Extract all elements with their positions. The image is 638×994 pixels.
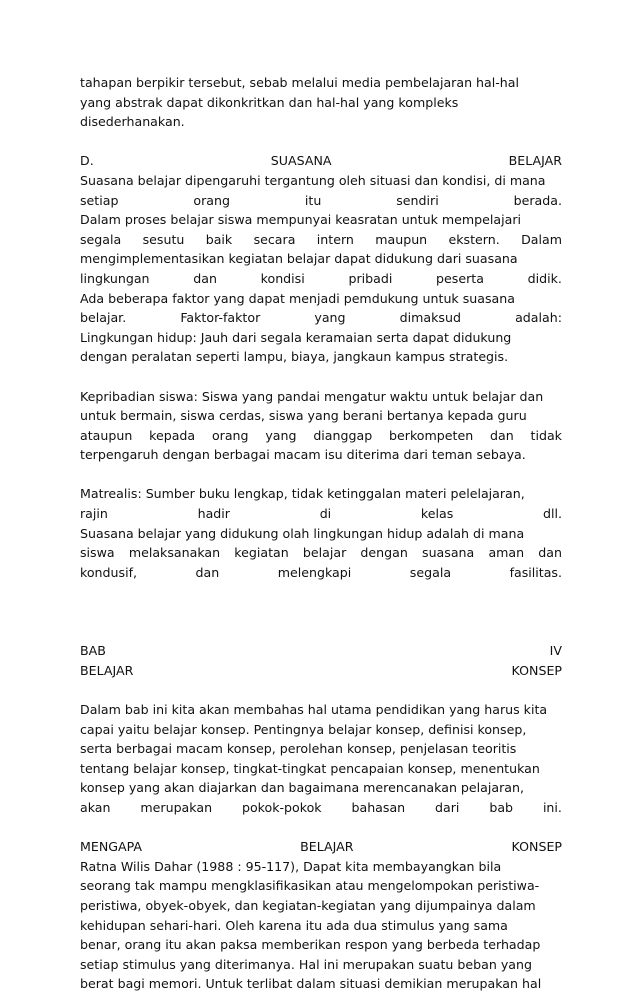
paragraph-kepribadian bbox=[80, 387, 562, 465]
chapter-title-line bbox=[80, 661, 562, 681]
word: kegiatan bbox=[234, 545, 289, 561]
word: bab bbox=[489, 799, 514, 815]
text-line bbox=[80, 269, 562, 289]
word: didik. bbox=[527, 270, 562, 286]
text-line: tentang belajar konsep, tingkat-tingkat pencapaian konsep, menentukan bbox=[80, 760, 540, 776]
paragraph-bab-intro bbox=[80, 700, 562, 818]
word: adalah: bbox=[515, 310, 562, 326]
word: kondisi bbox=[260, 270, 305, 286]
section-heading-mengapa bbox=[80, 837, 562, 857]
heading-word: BELAJAR bbox=[508, 153, 562, 169]
text-line: benar, orang itu akan paksa memberikan respon yang berbeda terhadap bbox=[80, 937, 541, 953]
word: sesutu bbox=[142, 231, 185, 247]
text: tahapan berpikir tersebut, sebab melalui media pembelajaran hal-hal bbox=[80, 75, 519, 90]
word: itu bbox=[304, 192, 322, 208]
word: bahasan bbox=[351, 799, 406, 815]
document-page bbox=[80, 73, 562, 994]
word: lingkungan bbox=[80, 270, 150, 286]
word: siswa bbox=[80, 545, 115, 561]
word: dimaksud bbox=[399, 310, 461, 326]
word: merupakan bbox=[140, 799, 213, 815]
word: segala bbox=[409, 564, 452, 580]
word: secara bbox=[253, 231, 296, 247]
word: pribadi bbox=[348, 270, 393, 286]
heading-word: MENGAPA bbox=[80, 839, 143, 855]
chapter-heading bbox=[80, 641, 562, 680]
text-line: Ratna Wilis Dahar (1988 : 95-117), Dapat kita membayangkan bila bbox=[80, 858, 502, 874]
text-line: Matrealis: Sumber buku lengkap, tidak ketinggalan materi pelelajaran, bbox=[80, 486, 525, 502]
text-line: disederhanakan. bbox=[80, 114, 185, 130]
word: maupun bbox=[375, 231, 428, 247]
text-line bbox=[80, 504, 562, 524]
word: dan bbox=[490, 427, 514, 443]
text-line bbox=[80, 308, 562, 328]
text-line: berat bagi memori. Untuk terlibat dalam situasi demikian merupakan hal bbox=[80, 976, 542, 992]
text-line: Dalam proses belajar siswa mempunyai keasratan untuk mempelajari bbox=[80, 212, 522, 228]
text-line: kehidupan sehari-hari. Oleh karena itu ada dua stimulus yang sama bbox=[80, 917, 508, 933]
word: yang bbox=[314, 310, 346, 326]
word: berkompeten bbox=[389, 427, 474, 443]
text-line: serta berbagai macam konsep, perolehan konsep, penjelasan teoritis bbox=[80, 741, 517, 757]
text: yang abstrak dapat dikonkritkan dan hal-hal yang kompleks bbox=[80, 94, 459, 110]
word: dengan bbox=[360, 545, 408, 561]
text-line: Dalam bab ini kita akan membahas hal utama pendidikan yang harus kita bbox=[80, 702, 548, 717]
text-line: terpengaruh dengan berbagai macam isu diterima dari teman sebaya. bbox=[80, 447, 526, 463]
word: hadir bbox=[197, 506, 230, 522]
word: kelas bbox=[420, 506, 454, 522]
text-line: konsep yang akan diajarkan dan bagaimana merencanakan pelajaran, bbox=[80, 780, 524, 796]
word: ataupun bbox=[80, 427, 133, 443]
heading-word: IV bbox=[549, 643, 562, 659]
text-line: mengimplementasikan kegiatan belajar dapat didukung dari suasana bbox=[80, 251, 518, 267]
text-line: Ada beberapa faktor yang dapat menjadi pemdukung untuk suasana bbox=[80, 290, 515, 306]
word: dianggap bbox=[313, 427, 373, 443]
word: melengkapi bbox=[277, 564, 352, 580]
word: kepada bbox=[149, 427, 196, 443]
heading-word: BAB bbox=[80, 643, 106, 659]
text-line bbox=[80, 543, 562, 563]
paragraph-mengapa bbox=[80, 857, 562, 994]
word: dan bbox=[193, 270, 217, 286]
chapter-number-line bbox=[80, 641, 562, 661]
word: fasilitas. bbox=[509, 564, 562, 580]
section-number: D. bbox=[80, 153, 94, 169]
word: setiap bbox=[80, 192, 119, 208]
heading-word: BELAJAR bbox=[80, 662, 134, 678]
text-line bbox=[80, 73, 562, 93]
word: intern bbox=[316, 231, 354, 247]
word: Dalam bbox=[521, 231, 562, 247]
word: berada. bbox=[513, 192, 562, 208]
word: belajar bbox=[302, 545, 347, 561]
word: pokok-pokok bbox=[241, 799, 322, 815]
word: sendiri bbox=[396, 192, 439, 208]
word: dan bbox=[538, 545, 562, 561]
word: belajar. bbox=[80, 310, 127, 326]
word: dll. bbox=[543, 506, 562, 522]
word: tidak bbox=[530, 427, 562, 443]
word: orang bbox=[193, 192, 230, 208]
word: yang bbox=[265, 427, 297, 443]
heading-word: KONSEP bbox=[511, 662, 562, 678]
text-line: dengan peralatan seperti lampu, biaya, jangkaun kampus strategis. bbox=[80, 349, 509, 365]
word: rajin bbox=[80, 506, 108, 522]
word: ekstern. bbox=[448, 231, 500, 247]
heading-word: BELAJAR bbox=[300, 839, 354, 855]
text-line bbox=[80, 191, 562, 211]
word: aman bbox=[488, 545, 525, 561]
text-line: seorang tak mampu mengklasifikasikan atau mengelompokan peristiwa- bbox=[80, 878, 540, 894]
word: kondusif, bbox=[80, 564, 138, 580]
word: Faktor-faktor bbox=[180, 310, 261, 326]
text-line: peristiwa, obyek-obyek, dan kegiatan-kegiatan yang dijumpainya dalam bbox=[80, 897, 536, 913]
paragraph-suasana bbox=[80, 171, 562, 367]
word: dari bbox=[435, 799, 460, 815]
word: di bbox=[319, 506, 332, 522]
text-line: Lingkungan hidup: Jauh dari segala keramaian serta dapat didukung bbox=[80, 329, 512, 345]
section-heading-d bbox=[80, 151, 562, 171]
heading-word: KONSEP bbox=[511, 839, 562, 855]
word: peserta bbox=[436, 270, 484, 286]
word: orang bbox=[211, 427, 249, 443]
text-line: untuk bermain, siswa cerdas, siswa yang berani bertanya kepada guru bbox=[80, 408, 527, 424]
word: melaksanakan bbox=[128, 545, 221, 561]
text-line bbox=[80, 798, 562, 818]
word: ini. bbox=[542, 799, 562, 815]
word: segala bbox=[80, 231, 122, 247]
text-line bbox=[80, 563, 562, 583]
word: suasana bbox=[422, 545, 475, 561]
text-line: Suasana belajar dipengaruhi tergantung oleh situasi dan kondisi, di mana bbox=[80, 172, 546, 188]
text-line bbox=[80, 426, 562, 446]
word: baik bbox=[205, 231, 233, 247]
word: akan bbox=[80, 799, 111, 815]
paragraph-matrealis bbox=[80, 484, 562, 582]
text-line: capai yaitu belajar konsep. Pentingnya belajar konsep, definisi konsep, bbox=[80, 721, 527, 737]
text-line bbox=[80, 93, 562, 113]
paragraph-intro bbox=[80, 73, 562, 132]
heading-word: SUASANA bbox=[270, 153, 332, 169]
text-line: Suasana belajar yang didukung olah lingkungan hidup adalah di mana bbox=[80, 525, 525, 541]
text-line: setiap stimulus yang diterimanya. Hal ini merupakan suatu beban yang bbox=[80, 956, 533, 972]
word: dan bbox=[195, 564, 220, 580]
text-line: Kepribadian siswa: Siswa yang pandai mengatur waktu untuk belajar dan bbox=[80, 388, 544, 404]
text-line bbox=[80, 230, 562, 250]
